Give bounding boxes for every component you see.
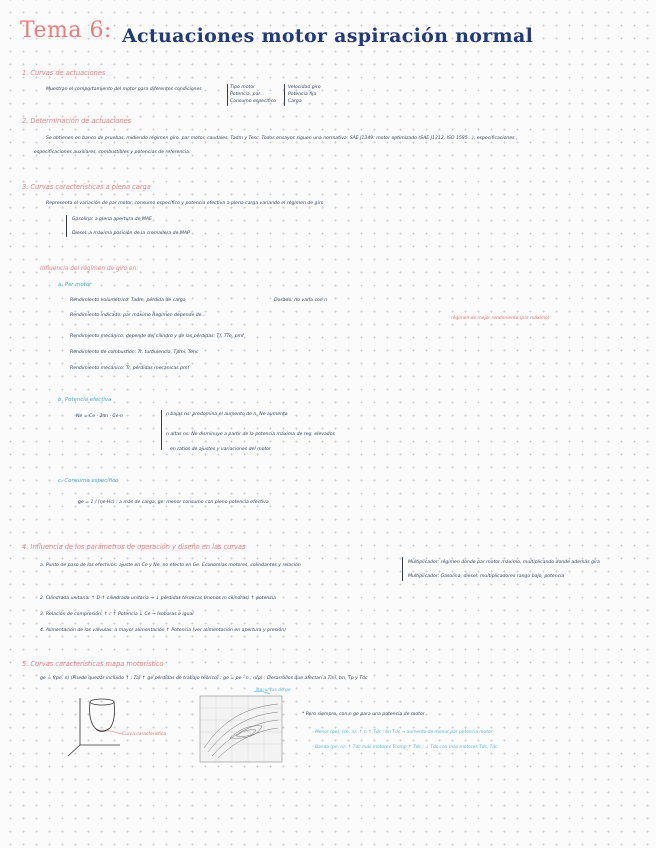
s4-item: 3. Relación de compresión: ↑ r ↑ Potencia ↓ Ce → Isobaras e igual <box>40 612 194 617</box>
s3-sub-a-item: Dosado: no varía con n <box>274 298 328 303</box>
brace <box>161 410 162 450</box>
s3-sub-a-item: Rendimiento volumétrico: Tadm, pérdida de carga <box>70 298 186 303</box>
s1-brace-item: Tipo motor <box>230 85 256 90</box>
s4-brace-item: Multiplicador: Gasolina, diesel: multiplicadores rango bajo, potencia <box>408 574 565 579</box>
s3-sub-a: a. Par motor <box>58 282 92 288</box>
section-2-heading: 2. Determinación de actuaciones <box>22 117 132 125</box>
sketch-label: Curva característica <box>122 732 167 737</box>
s1-brace-item: Potencia fija <box>288 92 317 97</box>
s3-subheading: Influencia del régimen de giro en: <box>40 266 139 272</box>
s3-sub-b-line: n altas ns: Ne disminuye a partir de la potencia máxima de reg. elevados <box>166 432 335 437</box>
s3-sub-a-item: Rendimiento mecánico: Tr, pérdidas mecánicas pmf <box>70 366 190 371</box>
brace <box>402 557 403 581</box>
s5-line: ge = f(pe, n) (Puede quedar incluido ↑ ; Ta) ↑ ge pérdidas de trabajo teórico) ; ge = pe · n ; n(ρ) : Desarrollos que afectan a Tini, tm, Tp y Tdc <box>40 676 368 681</box>
s3-bullet: Gasolina: a plena apertura de MAE <box>72 217 152 222</box>
sketch-3d-surface <box>60 690 180 760</box>
s3-sub-a-item: Rendimiento de combustión: Tr, turbulencia, Tpmi, Tenc <box>70 350 199 355</box>
section-4-heading: 4. Influencia de los parámetros de operación y diseño en las curvas <box>22 543 246 551</box>
s4-item: 4. Alimentación de las válvulas: a mayor alimentación ↑ Potencia (ver alimentación en apertura y presión) <box>40 628 286 633</box>
s3-sub-c-line: ge = 1 / (ηe·Hc) : a más de carga, ge: menor consumo con pleno potencia efectiva <box>78 500 269 505</box>
section-3-heading: 3. Curvas características a plena carga <box>22 183 151 191</box>
s1-brace-item: Consumo específico <box>230 99 277 104</box>
efficiency-map-plot <box>190 688 290 768</box>
s4-brace-item: Multiplicador: régimen donde par motor máximo, multiplicando donde además gira <box>408 560 600 565</box>
page-title: Actuaciones motor aspiración normal <box>122 25 534 47</box>
s1-brace-item: Carga <box>288 99 302 104</box>
s3-bullet: Diesel: a máxima posición de la cremallera de MAP <box>72 231 190 236</box>
s3-sub-c: c. Consumo específico <box>58 478 119 484</box>
brace <box>227 84 228 106</box>
s3-sub-b-line: en ratios de ajustes y variaciones del motor <box>170 447 271 452</box>
section-5-heading: 5. Curvas características mapa motorístico <box>22 660 164 668</box>
section-1-line: Muestran el comportamiento del motor para diferentes condiciones <box>46 87 202 92</box>
title-number: Tema 6: <box>20 18 112 43</box>
section-2-line: Se obtienen en banco de pruebas, midiendo régimen giro, par motor, caudales, Tadm y Tesc. Todos ensayos siguen una normativa: SAE J1349: motor optimizado (SAE J1312, ISO 1585...), especificaciones , <box>46 136 518 141</box>
s1-brace-item: Potencia, par... <box>230 92 265 97</box>
plot-annotation: isocurvas de ge <box>256 688 291 693</box>
brace <box>66 215 67 237</box>
s3-sub-a-item: Rendimiento indicado: par máximo Regimen depende de... <box>70 313 206 318</box>
s3-sub-b-line: n bajas ns: predomina el aumento de n, Ne aumenta <box>166 412 288 417</box>
s4-item: a. Punto de paso de los efectivos: ajuste en Ce y Ne, no efecto en Ge. Economías motores, colindantes y relación <box>40 563 301 568</box>
section-3-line: Representa el variación de par motor, consumo específico y potencia efectiva a plena carga variando el régimen de giro <box>46 201 324 206</box>
s5-note: - Banda (pe, n): ↑ Tdc más motores Tcomp ↑ Tdc ; ↓ Tdc con más motores Tdc, Tdc <box>312 745 498 750</box>
s4-item: 2. Cilindrada unitaria: ↑ D ↑ cilindrada unitaria → ↓ pérdidas térmicas (menos m cilindros) ↑ potencia <box>40 596 276 601</box>
s3-sub-a-note: - régimen de mejor rendimiento (par máximo) <box>448 316 550 321</box>
section-1-heading: 1. Curvas de actuaciones <box>22 69 106 77</box>
s5-note: * Pero siempre, con n ge para una potencia de motor <box>302 712 425 717</box>
s5-note: - Menor (pe), (ce, n): ↑ n ↑ Tdc ; bn Tdc → aumento de menor par potencia motor <box>312 730 493 735</box>
section-2-line: especificaciones auxiliares, combustibles y potencias de referencia. <box>34 150 191 155</box>
s1-brace-item: Velocidad giro <box>288 85 321 90</box>
s3-sub-a-item: Rendimiento mecánico: depende del cilindro y de las pérdidas: Tf, TTe, pmf <box>70 334 244 339</box>
brace <box>284 84 285 106</box>
s3-sub-b-formula: Ne = Ce · 2πn · Ce·n <box>76 414 123 419</box>
s3-sub-b: b. Potencia efectiva <box>58 397 112 403</box>
